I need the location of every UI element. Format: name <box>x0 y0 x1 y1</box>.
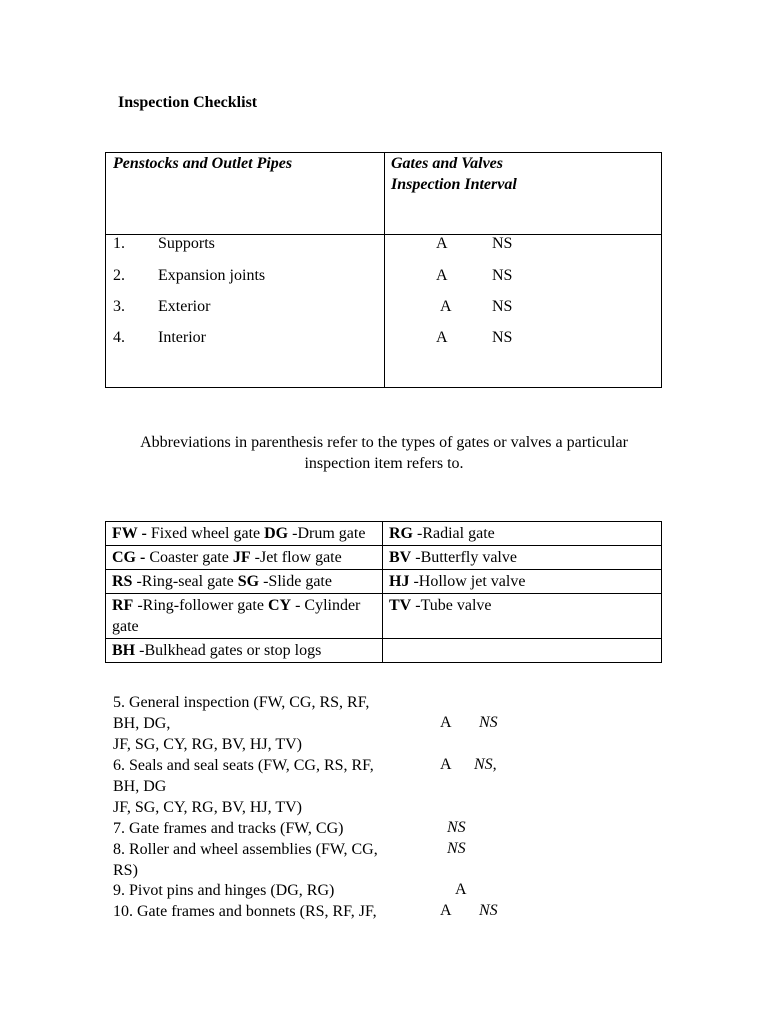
item-10-interval-ns: NS <box>479 902 498 919</box>
table-row <box>106 594 662 639</box>
penstocks-table <box>105 152 662 388</box>
row-label-exterior: Exterior <box>158 298 211 315</box>
table-row <box>106 639 662 663</box>
table-row <box>106 546 662 570</box>
row-number: 1. <box>113 235 125 252</box>
interval-a: A <box>436 235 448 252</box>
item-5-line1: 5. General inspection (FW, CG, RS, RF, <box>113 694 370 711</box>
abbr-cell <box>383 594 662 639</box>
item-7-interval-ns: NS <box>447 819 466 836</box>
abbr-text: -Jet flow gate <box>250 549 342 566</box>
abbr-text: -Butterfly valve <box>411 549 517 566</box>
item-6-line1: 6. Seals and seal seats (FW, CG, RS, RF, <box>113 757 374 774</box>
item-5-line3: JF, SG, CY, RG, BV, HJ, TV) <box>113 736 302 753</box>
abbr-code: JF <box>232 549 251 566</box>
abbr-text: Coaster gate <box>149 549 233 566</box>
abbr-cell <box>383 522 662 546</box>
row-label-expansion-joints: Expansion joints <box>158 267 266 284</box>
abbreviations-table <box>105 521 662 663</box>
item-5-interval-a: A <box>440 714 452 731</box>
row-label-supports: Supports <box>158 235 215 252</box>
item-7-line1: 7. Gate frames and tracks (FW, CG) <box>113 820 344 837</box>
abbr-text: -Hollow jet valve <box>409 573 526 590</box>
abbr-cell <box>383 546 662 570</box>
table-row <box>106 570 662 594</box>
inspection-interval-header: Inspection Interval <box>391 176 517 193</box>
abbr-cell-empty <box>383 639 662 663</box>
abbr-text: -Bulkhead gates or stop logs <box>135 642 322 659</box>
item-6-interval-a: A <box>440 756 452 773</box>
table-divider-vertical <box>384 153 385 387</box>
item-5-interval-ns: NS <box>479 714 498 731</box>
interval-ns: NS <box>492 267 513 284</box>
abbr-text: -Tube valve <box>411 597 492 614</box>
abbr-code: RG <box>389 525 413 542</box>
item-5-line2: BH, DG, <box>113 715 171 732</box>
item-8-line1: 8. Roller and wheel assemblies (FW, CG, <box>113 841 378 858</box>
abbr-code: HJ <box>389 573 410 590</box>
abbr-cell <box>106 570 383 594</box>
abbr-code: BH <box>112 642 136 659</box>
interval-a: A <box>436 329 448 346</box>
abbr-cell <box>106 522 383 546</box>
row-number: 4. <box>113 329 125 346</box>
abbr-text: -Ring-follower gate <box>133 597 268 614</box>
item-9-line1: 9. Pivot pins and hinges (DG, RG) <box>113 882 335 899</box>
interval-ns: NS <box>492 235 513 252</box>
abbreviation-note-line2: inspection item refers to. <box>304 455 464 472</box>
abbr-text: -Drum gate <box>288 525 366 542</box>
table-row <box>106 522 662 546</box>
page-title: Inspection Checklist <box>118 94 258 111</box>
abbr-text: -Radial gate <box>413 525 495 542</box>
abbr-text: -Ring-seal gate <box>132 573 238 590</box>
abbr-cell <box>106 639 383 663</box>
item-6-line3: JF, SG, CY, RG, BV, HJ, TV) <box>113 799 302 816</box>
interval-a: A <box>440 298 452 315</box>
row-label-interior: Interior <box>158 329 206 346</box>
item-10-interval-a: A <box>440 902 452 919</box>
abbr-cell <box>106 594 383 639</box>
abbr-code: CG - <box>112 549 150 566</box>
penstocks-header: Penstocks and Outlet Pipes <box>113 155 293 172</box>
interval-ns: NS <box>492 298 513 315</box>
abbr-text: - Cylinder gate <box>112 597 361 635</box>
item-6-line2: BH, DG <box>113 778 167 795</box>
item-10-line1: 10. Gate frames and bonnets (RS, RF, JF, <box>113 903 377 920</box>
abbreviation-note-line1: Abbreviations in parenthesis refer to the types of gates or valves a particular <box>140 434 628 451</box>
item-9-interval-a: A <box>455 881 467 898</box>
row-number: 3. <box>113 298 125 315</box>
interval-a: A <box>436 267 448 284</box>
abbr-text: -Slide gate <box>259 573 332 590</box>
item-8-interval-ns: NS <box>447 840 466 857</box>
abbr-code: SG <box>237 573 260 590</box>
abbr-cell <box>106 546 383 570</box>
gates-valves-header: Gates and Valves <box>391 155 503 172</box>
abbr-code: BV <box>389 549 412 566</box>
row-number: 2. <box>113 267 125 284</box>
interval-ns: NS <box>492 329 513 346</box>
item-6-interval-ns: NS, <box>474 756 497 773</box>
abbr-code: DG <box>264 525 289 542</box>
abbr-code: FW - <box>112 525 151 542</box>
abbr-text: Fixed wheel gate <box>150 525 265 542</box>
abbr-cell <box>383 570 662 594</box>
abbr-code: CY <box>267 597 292 614</box>
abbr-code: TV <box>389 597 412 614</box>
abbr-code: RF <box>112 597 134 614</box>
abbr-code: RS <box>112 573 133 590</box>
item-8-line2: RS) <box>113 862 138 879</box>
